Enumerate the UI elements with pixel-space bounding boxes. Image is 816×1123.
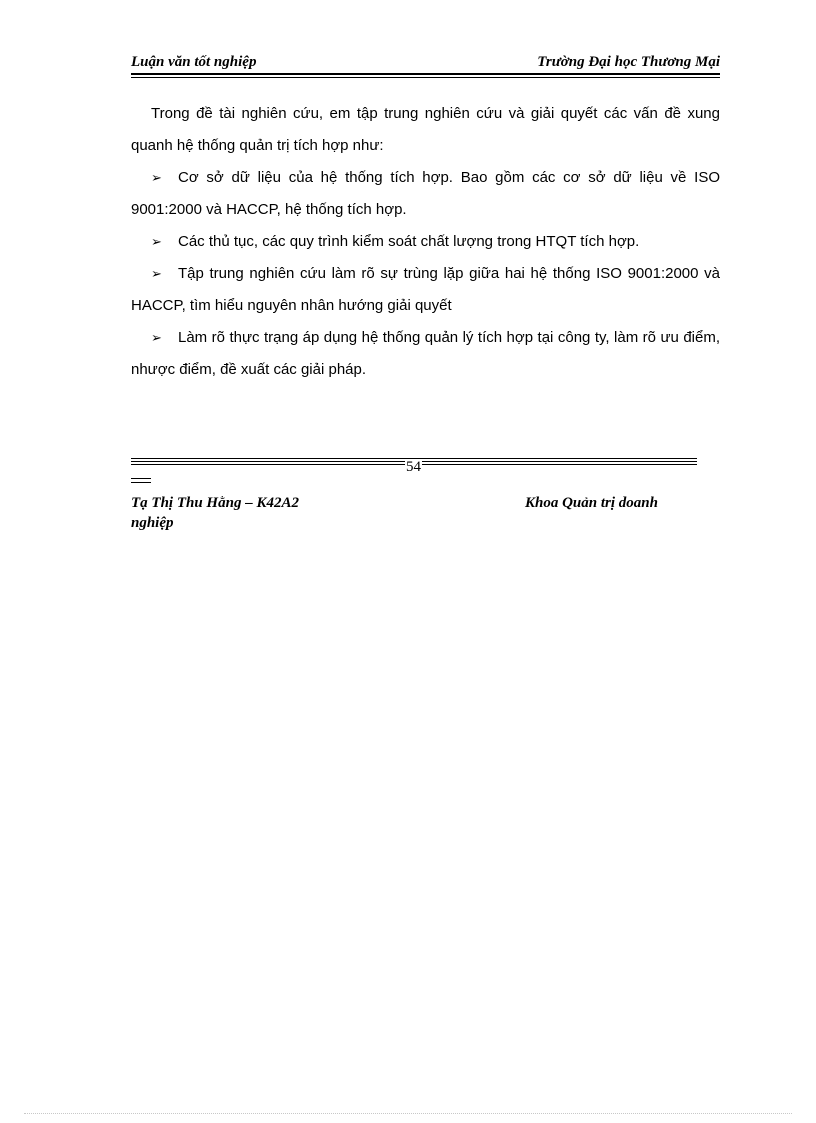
bullet-text: Làm rõ thực trạng áp dụng hệ thống quản lý tích hợp tại công ty, làm rõ ưu điểm, nhược điểm, đề xuất các giải pháp. bbox=[131, 329, 720, 378]
header-rule bbox=[131, 73, 720, 75]
bullet-item bbox=[131, 322, 720, 386]
page-number: 54 bbox=[406, 459, 421, 475]
bullet-text: Các thủ tục, các quy trình kiểm soát chất lượng trong HTQT tích hợp. bbox=[178, 233, 640, 250]
footer-rule-stub bbox=[131, 478, 151, 479]
header-thesis-label: Luận văn tốt nghiệp bbox=[131, 54, 257, 70]
document-body bbox=[131, 98, 720, 386]
bullet-text: Cơ sở dữ liệu của hệ thống tích hợp. Bao gồm các cơ sở dữ liệu về ISO 9001:2000 và HACCP, hệ thống tích hợp. bbox=[131, 169, 720, 218]
bullet-item bbox=[131, 162, 720, 226]
footer-department: Khoa Quản trị doanh bbox=[525, 495, 658, 511]
bullet-item bbox=[131, 258, 720, 322]
arrow-bullet-icon: ➢ bbox=[151, 234, 162, 249]
header-university-name: Trường Đại học Thương Mại bbox=[537, 54, 720, 70]
bullet-item bbox=[131, 226, 720, 258]
page-bottom-border bbox=[24, 1113, 792, 1114]
arrow-bullet-icon: ➢ bbox=[151, 170, 162, 185]
header-rule-thin bbox=[131, 77, 720, 78]
arrow-bullet-icon: ➢ bbox=[151, 266, 162, 281]
footer-rule-stub bbox=[131, 482, 151, 483]
intro-paragraph: Trong đề tài nghiên cứu, em tập trung nghiên cứu và giải quyết các vấn đề xung quanh hệ thống quản trị tích hợp như: bbox=[131, 105, 720, 154]
arrow-bullet-icon: ➢ bbox=[151, 330, 162, 345]
footer-author: Tạ Thị Thu Hằng – K42A2 bbox=[131, 495, 299, 511]
page-header bbox=[131, 52, 720, 74]
footer-department-wrap: nghiệp bbox=[131, 515, 174, 531]
bullet-text: Tập trung nghiên cứu làm rõ sự trùng lặp giữa hai hệ thống ISO 9001:2000 và HACCP, tìm hiểu nguyên nhân hướng giải quyết bbox=[131, 265, 720, 314]
